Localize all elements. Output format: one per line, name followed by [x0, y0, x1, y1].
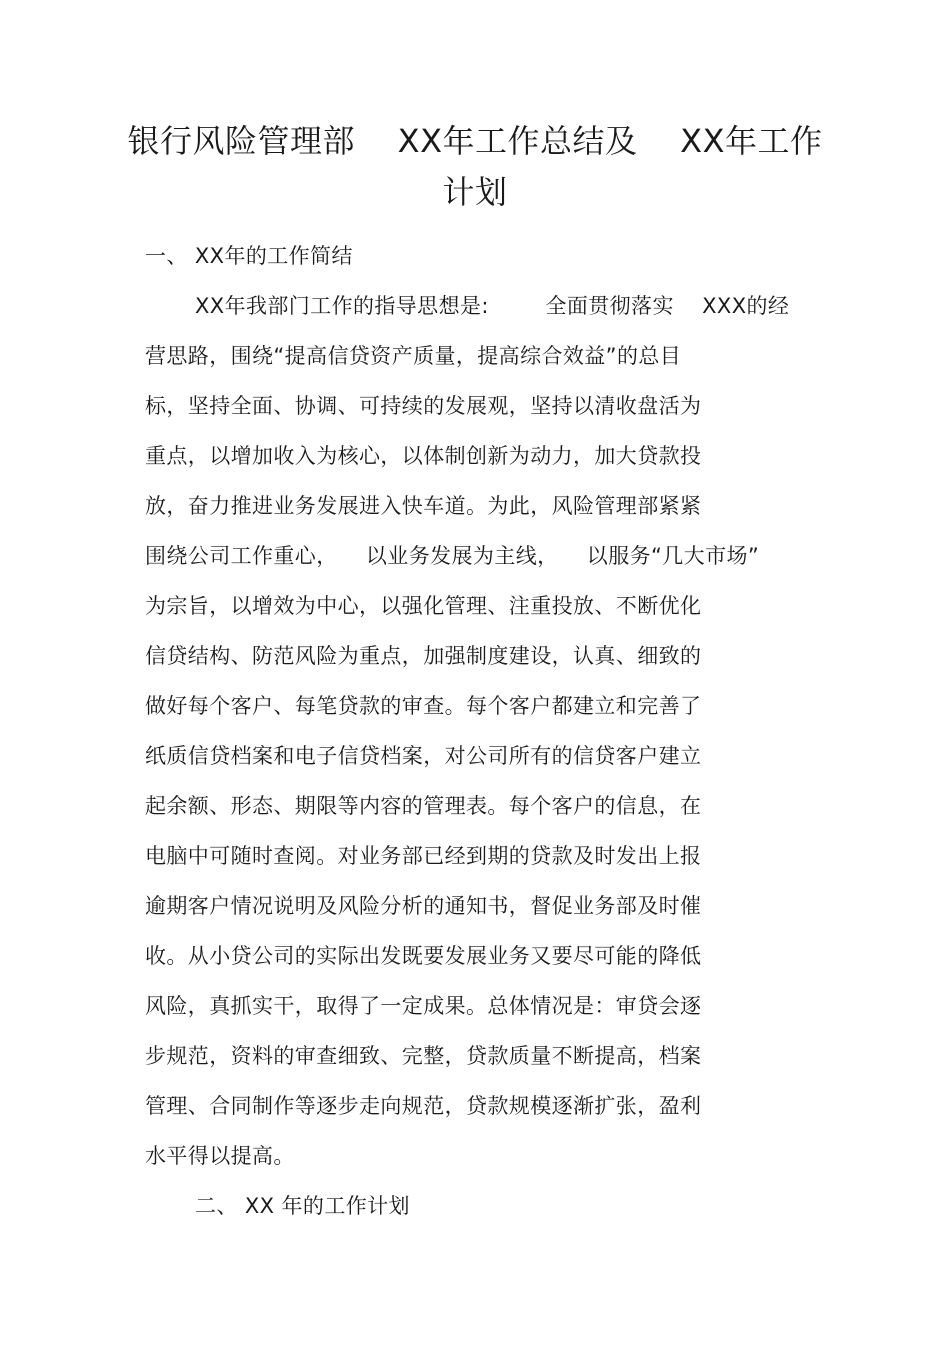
paragraph-line: 重点，以增加收入为核心，以体制创新为动力，加大贷款投: [145, 444, 702, 468]
document-title-line-2: 计划: [442, 173, 508, 211]
paragraph-line: 围绕公司工作重心， 以业务发展为主线， 以服务“几大市场”: [145, 544, 760, 568]
section-1-heading: 一、 XX年的工作简结: [145, 244, 353, 268]
document-title-line-1: 银行风险管理部 XX年工作总结及 XX年工作: [127, 122, 823, 160]
paragraph-line: 信贷结构、防范风险为重点，加强制度建设，认真、细致的: [145, 644, 702, 668]
section-2-heading: 二、 XX 年的工作计划: [195, 1194, 410, 1218]
paragraph-line: 做好每个客户、每笔贷款的审查。每个客户都建立和完善了: [145, 694, 702, 718]
paragraph-line: XX年我部门工作的指导思想是: 全面贯彻落实 XXX的经: [195, 294, 790, 318]
paragraph-line: 营思路，围绕“提高信贷资产质量，提高综合效益”的总目: [145, 344, 682, 368]
paragraph-line: 起余额、形态、期限等内容的管理表。每个客户的信息，在: [145, 794, 702, 818]
paragraph-line: 逾期客户情况说明及风险分析的通知书，督促业务部及时催: [145, 894, 702, 918]
paragraph-line: 放，奋力推进业务发展进入快车道。为此，风险管理部紧紧: [145, 494, 702, 518]
paragraph-line: 纸质信贷档案和电子信贷档案，对公司所有的信贷客户建立: [145, 744, 702, 768]
paragraph-line: 风险，真抓实干，取得了一定成果。总体情况是：审贷会逐: [145, 994, 702, 1018]
paragraph-line: 为宗旨，以增效为中心，以强化管理、注重投放、不断优化: [145, 594, 702, 618]
paragraph-line: 水平得以提高。: [145, 1144, 295, 1168]
paragraph-line: 管理、合同制作等逐步走向规范，贷款规模逐渐扩张，盈利: [145, 1094, 702, 1118]
paragraph-line: 电脑中可随时查阅。对业务部已经到期的贷款及时发出上报: [145, 844, 702, 868]
paragraph-line: 收。从小贷公司的实际出发既要发展业务又要尽可能的降低: [145, 944, 702, 968]
paragraph-line: 标，坚持全面、协调、可持续的发展观，坚持以清收盘活为: [145, 394, 702, 418]
paragraph-line: 步规范，资料的审查细致、完整，贷款质量不断提高，档案: [145, 1044, 702, 1068]
